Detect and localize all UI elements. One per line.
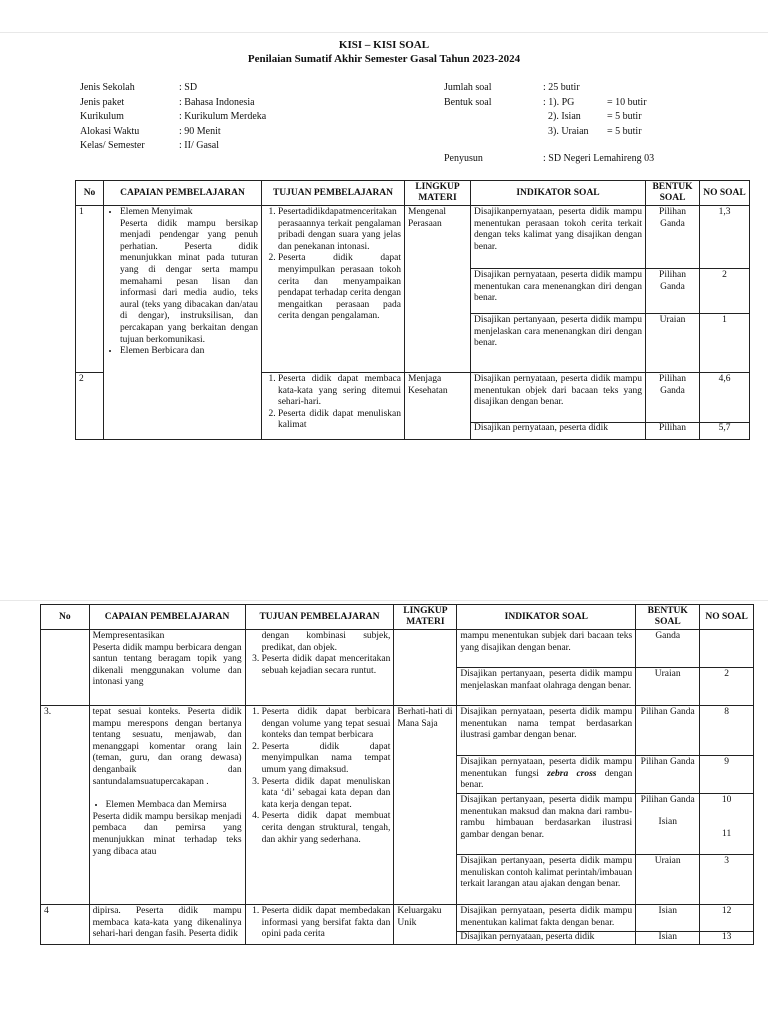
lingkup-cell: Mengenal Perasaan xyxy=(405,206,471,373)
indikator-cell: Disajikan pertanyaan, peserta didik mampu menjelaskan manfaat olahraga dengan benar. xyxy=(457,668,636,706)
indikator-cell: Disajikan pernyataan, peserta didik mampu menentukan cara menenangkan diri dengan benar. xyxy=(471,269,646,314)
info-row: Kurikulum : Kurikulum Merdeka xyxy=(80,111,267,122)
col-header-capaian: CAPAIAN PEMBELAJARAN xyxy=(104,181,262,206)
capaian-cell xyxy=(104,206,262,440)
indikator-cell: Disajikan pernyataan, peserta didik mampu menentukan fungsi zebra cross dengan benar. xyxy=(457,756,636,794)
lingkup-cell xyxy=(394,630,457,706)
row-number: 4 xyxy=(41,905,90,945)
row-number: 2 xyxy=(76,373,104,440)
bentuk-soal-row: 3). Uraian = 5 butir xyxy=(548,125,642,137)
nosoal-cell xyxy=(700,630,754,668)
table-row xyxy=(41,905,754,945)
col-header-no: No xyxy=(41,605,90,630)
capaian-text: Peserta didik mampu bersikap menjadi pendengar yang penuh perhatian. Peserta didik menunjukkan minat pada tuturan yang di dengar serta mampu memahami pesan lisan dan informasi dari media audio, teks aural (teks yang dibacakan dan/atau di dengar), instruksilisan, dan percakapan yang berkaitan dengan tujuan berkomunikasi. xyxy=(120,218,258,345)
info-row: Jenis paket : Bahasa Indonesia xyxy=(80,96,255,108)
bentuk-cell: Pilihan Ganda Pilihan xyxy=(646,373,700,440)
table-row xyxy=(41,706,754,756)
lingkup-cell: Berhati-hati di Mana Saja xyxy=(394,706,457,905)
nosoal-cell: 4,6 5,7 xyxy=(700,373,750,440)
bentuk-cell: Pilihan Ganda xyxy=(646,206,700,269)
indikator-cell: Disajikan pernyataan, peserta didik mampu menentukan nama tempat berdasarkan ilustrasi gambar dengan benar. xyxy=(457,706,636,756)
col-header-lingkup: LINGKUP MATERI xyxy=(394,605,457,630)
capaian-text: tepat sesuai konteks. Peserta didik mampu merespons dengan bertanya tentang sesuatu, menjawab, dan menanggapi komentar orang lain (teman, guru, dan orang dewasa) denganbaik dan santundalamsuatupercakapan . xyxy=(92,707,242,787)
col-header-capaian: CAPAIAN PEMBELAJARAN xyxy=(89,605,245,630)
capaian-text: Peserta didik mampu bersikap menjadi pembaca dan pemirsa yang menunjukkan minat terhadap teks yang dibaca atau xyxy=(92,811,242,857)
tujuan-cell xyxy=(245,905,394,945)
table-row xyxy=(41,630,754,668)
nosoal-cell: 2 xyxy=(700,668,754,706)
kisi-table-page-2 xyxy=(40,604,754,945)
bentuk-cell: Pilihan Ganda xyxy=(636,706,700,756)
indikator-cell: Disajikan pertanyaan, peserta didik mampu menjelaskan cara menenangkan diri dengan benar. xyxy=(471,314,646,373)
nosoal-cell: 12 13 xyxy=(700,905,754,945)
col-header-indikator: INDIKATOR SOAL xyxy=(471,181,646,206)
document-title: KISI – KISI SOAL xyxy=(338,39,430,51)
bentuk-cell: Uraian xyxy=(636,668,700,706)
tujuan-item: 4. Peserta didik dapat membuat cerita dengan struktural, tengah, dan akhir yang sederhana. xyxy=(262,811,391,846)
tujuan-item: 3. Peserta didik dapat menuliskan kata ‘di’ sebagai kata depan dan kata kerja dengan tepat. xyxy=(262,777,391,812)
nosoal-cell: 1,3 xyxy=(700,206,750,269)
info-row: Jenis Sekolah : SD xyxy=(80,82,198,93)
indikator-cell xyxy=(457,905,636,945)
info-left xyxy=(80,81,266,154)
capaian-cell xyxy=(89,630,245,706)
tujuan-item: 2. Peserta didik dapat menyimpulkan nama tempat umum yang dimaksud. xyxy=(262,742,391,777)
col-header-nosoal: NO SOAL xyxy=(700,181,750,206)
tujuan-cell xyxy=(245,630,394,706)
capaian-text: Mempresentasikan xyxy=(92,631,165,641)
capaian-bullet: • Elemen Membaca dan Memirsa xyxy=(106,800,242,812)
bentuk-cell: Uraian xyxy=(646,314,700,373)
nosoal-cell: 9 xyxy=(700,756,754,794)
page-gap xyxy=(0,452,768,600)
bentuk-cell: Ganda xyxy=(636,630,700,668)
indikator-text: Disajikan pernyataan, peserta didik xyxy=(471,422,645,435)
tujuan-item: 1. Peserta didik dapat membedakan informasi yang bersifat fakta dan opini pada cerita xyxy=(262,906,391,941)
tujuan-item: 3. Peserta didik dapat menceritakan sebuah kejadian secara runtut. xyxy=(262,654,391,677)
nosoal-cell: 1 xyxy=(700,314,750,373)
bentuk-cell: Pilihan Ganda xyxy=(646,269,700,314)
indikator-cell: mampu menentukan subjek dari bacaan teks yang disajikan dengan benar. xyxy=(457,630,636,668)
capaian-text: Peserta didik mampu berbicara dengan santun tentang beragam topik yang dikenali menggunakan volume dan intonasi yang xyxy=(92,642,242,688)
lingkup-cell: Keluargaku Unik xyxy=(394,905,457,945)
info-row: Alokasi Waktu : 90 Menit xyxy=(80,125,221,137)
col-header-tujuan: TUJUAN PEMBELAJARAN xyxy=(262,181,405,206)
document-page-2 xyxy=(0,600,768,1025)
tujuan-cell xyxy=(245,706,394,905)
col-header-lingkup: LINGKUP MATERI xyxy=(405,181,471,206)
tujuan-item: 2. Peserta didik dapat menuliskan kalimat xyxy=(278,409,401,432)
tujuan-item: 1. Pesertadidikdapatmenceritakan perasaannya terkait pengalaman pribadi dengan suara yang jelas dan penekanan intonasi. xyxy=(278,207,401,253)
tujuan-cell xyxy=(262,206,405,373)
penyusun-row: Penyusun : SD Negeri Lemahireng 03 xyxy=(444,153,655,164)
indikator-cell: Disajikan pertanyaan, peserta didik mampu menuliskan contoh kalimat perintah/imbauan terkait larangan atau ajakan dengan benar. xyxy=(457,855,636,905)
tujuan-item: dengan kombinasi subjek, predikat, dan objek. xyxy=(261,631,391,653)
bentuk-cell: Uraian xyxy=(636,855,700,905)
document-subtitle: Penilaian Sumatif Akhir Semester Gasal Tahun 2023-2024 xyxy=(247,53,521,65)
col-header-nosoal: NO SOAL xyxy=(700,605,754,630)
table-header-row xyxy=(41,605,754,630)
capaian-bullet: • Elemen Berbicara dan xyxy=(120,346,258,358)
indikator-cell: Disajikan pertanyaan, peserta didik mampu menentukan maksud dan makna dari rambu-rambu himbauan berdasarkan ilustrasi gambar dengan benar. xyxy=(457,794,636,855)
tujuan-cell xyxy=(262,373,405,440)
col-header-indikator: INDIKATOR SOAL xyxy=(457,605,636,630)
info-right xyxy=(444,81,647,139)
capaian-bullet: • Elemen Menyimak xyxy=(120,207,258,219)
table-header-row xyxy=(76,181,750,206)
capaian-cell xyxy=(89,706,245,905)
col-header-bentuk: BENTUK SOAL xyxy=(646,181,700,206)
tujuan-item: 2. Peserta didik dapat menyimpulkan perasaan tokoh cerita dan menyampaikan pendapat terhadap cerita dengan mengaitkan perasaan pada cerita dengan pengalaman. xyxy=(278,253,401,323)
row-number: 1 xyxy=(76,206,104,373)
jumlah-soal-row: Jumlah soal : 25 butir xyxy=(444,82,580,93)
col-header-tujuan: TUJUAN PEMBELAJARAN xyxy=(245,605,394,630)
info-row: Kelas/ Semester : II/ Gasal xyxy=(80,140,219,151)
table-row xyxy=(76,206,750,269)
nosoal-cell: 8 xyxy=(700,706,754,756)
indikator-cell: Disajikanpernyataan, peserta didik mampu menentukan perasaan tokoh cerita terkait dengan teks kalimat yang disajikan dengan benar. xyxy=(471,206,646,269)
bentuk-cell: Pilihan Ganda xyxy=(636,756,700,794)
indikator-text: Disajikan pernyataan, peserta didik mampu menentukan kalimat fakta dengan benar. xyxy=(460,906,633,928)
nosoal-cell: 3 xyxy=(700,855,754,905)
col-header-bentuk: BENTUK SOAL xyxy=(636,605,700,630)
indikator-text: Disajikan pernyataan, peserta didik mampu menentukan objek dari bacaan teks yang disajikan dengan benar. xyxy=(474,374,642,408)
col-header-no: No xyxy=(76,181,104,206)
tujuan-item: 1. Peserta didik dapat berbicara dengan volume yang tepat sesuai konteks dan tempat berbicara xyxy=(262,707,391,742)
nosoal-cell: 10 11 xyxy=(700,794,754,855)
row-number xyxy=(41,630,90,706)
nosoal-cell: 2 xyxy=(700,269,750,314)
bentuk-soal-row: 2). Isian = 5 butir xyxy=(548,111,642,122)
indikator-cell xyxy=(471,373,646,440)
bentuk-cell: Pilihan Ganda Isian xyxy=(636,794,700,855)
lingkup-cell: Menjaga Kesehatan xyxy=(405,373,471,440)
row-number: 3. xyxy=(41,706,90,905)
bentuk-soal-row: Bentuk soal : 1). PG = 10 butir xyxy=(444,96,647,108)
tujuan-item: 1. Peserta didik dapat membaca kata-kata yang sering ditemui sehari-hari. xyxy=(278,374,401,409)
indikator-text: Disajikan pernyataan, peserta didik xyxy=(457,931,635,944)
bentuk-cell: Isian Isian xyxy=(636,905,700,945)
kisi-table-page-1 xyxy=(75,180,750,440)
document-page-1 xyxy=(0,32,768,453)
capaian-cell: dipirsa. Peserta didik mampu membaca kata-kata yang dikenalinya sehari-hari dengan fasih. Peserta didik xyxy=(89,905,245,945)
